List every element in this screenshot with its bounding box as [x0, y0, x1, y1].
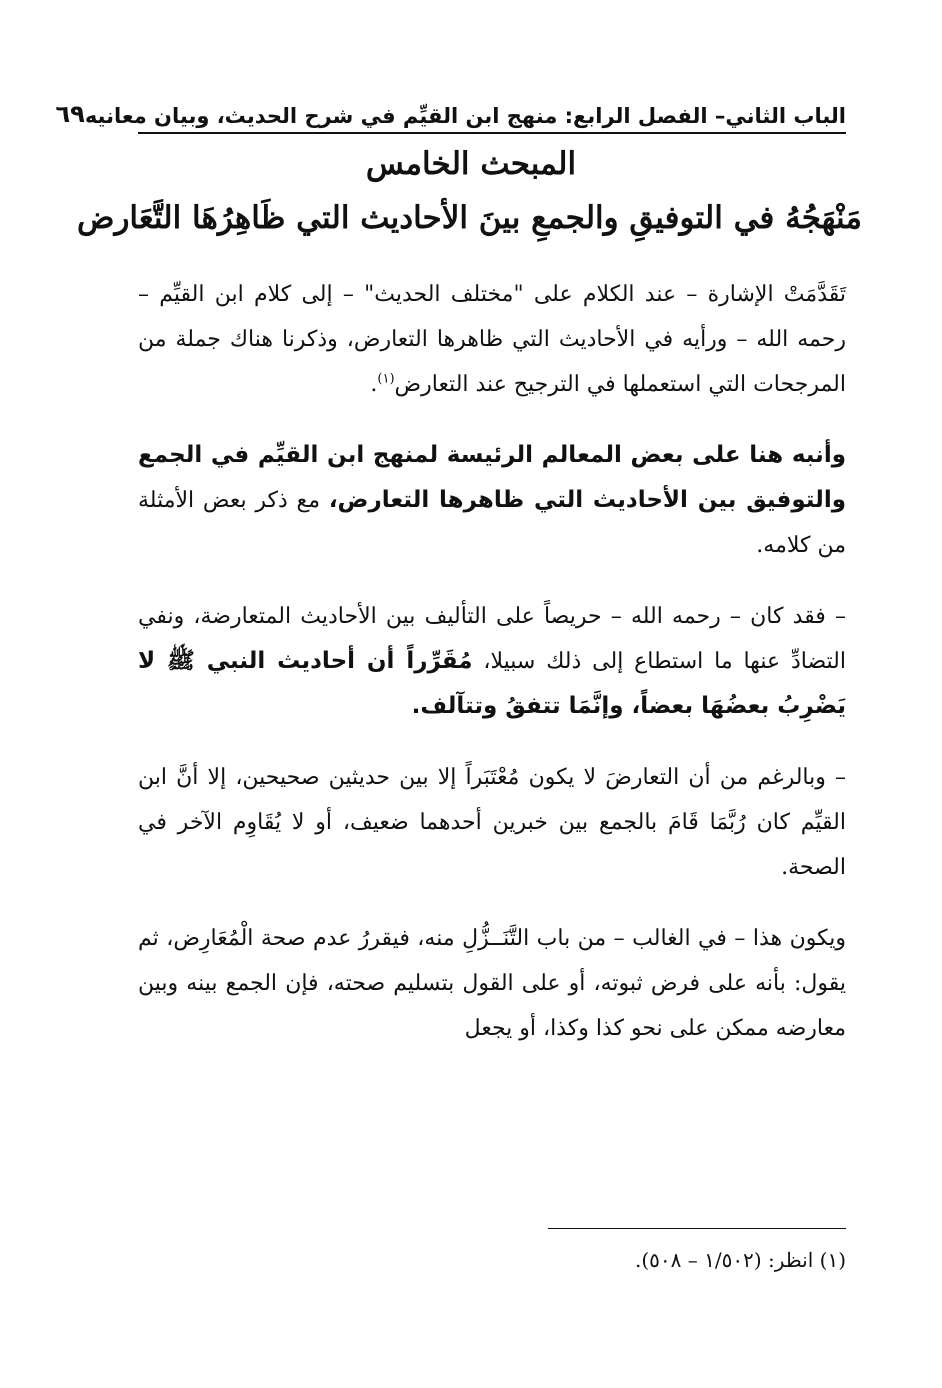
paragraph-3-text: – فقد كان – رحمه الله – حريصاً على التأليف بين الأحاديث المتعارضة، ونفي التضادِّ عنها ما استطاع إلى ذلك سبيلا، [138, 604, 846, 674]
paragraph-2-rest: مع ذكر بعض الأمثلة من كلامه. [138, 488, 846, 558]
paragraph-4-text: – وبالرغم من أن التعارضَ لا يكون مُعْتَبَراً إلا بين حديثين صحيحين، إلا أنَّ ابن القيِّم كان رُبَّمَا قَامَ بالجمع بين خبرين أحدهما ضعيف، أو لا يُقَاوِم الآخر في الصحة. [138, 765, 846, 880]
paragraph-1-end: . [370, 372, 378, 397]
running-title: الباب الثاني– الفصل الرابع: منهج ابن القيِّم في شرح الحديث، وبيان معانيه [84, 104, 846, 128]
paragraph-5-text: ويكون هذا – في الغالب – من باب التَّنَــزُّلِ منه، فيقررُ عدم صحة الْمُعَارِض، ثم يقول: بأنه على فرض ثبوته، أو على القول بتسليم صحته، فإن الجمع بينه وبين معارضه ممكن على نحو كذا وكذا، أو يجعل [138, 926, 846, 1041]
section-title: مَنْهَجُهُ في التوفيقِ والجمعِ بينَ الأحاديث التي ظَاهِرُهَا التَّعَارض [76, 200, 862, 236]
paragraph-4 [138, 755, 846, 890]
body-text [138, 272, 846, 1051]
paragraph-3-bold: مُقَرِّراً أن أحاديث النبي ﷺ لا يَضْرِبُ بعضُهَا بعضاً، وإنَّمَا تتفقُ وتتآلف. [138, 648, 846, 719]
running-header [55, 88, 846, 134]
paragraph-2 [138, 433, 846, 568]
page-number: ٦٩ [55, 100, 85, 128]
footnote: (١) انظر: (١/٥٠٢ – ٥٠٨). [634, 1248, 846, 1272]
paragraph-2-bold: وأنبه هنا على بعض المعالم الرئيسة لمنهج ابن القيِّم في الجمع والتوفيق بين الأحاديث التي ظاهرها التعارض، [138, 442, 846, 513]
footnote-marker: (١) [377, 371, 395, 387]
footnote-divider [548, 1228, 846, 1229]
paragraph-5 [138, 916, 846, 1051]
paragraph-1-text: تَقَدَّمَتْ الإشارة – عند الكلام على "مختلف الحديث" – إلى كلام ابن القيِّم – رحمه الله – ورأيه في الأحاديث التي ظاهرها التعارض، وذكرنا هناك جملة من المرجحات التي استعملها في الترجيح عند التعارض [138, 282, 846, 397]
paragraph-3 [138, 594, 846, 729]
section-label: المبحث الخامس [365, 146, 577, 182]
paragraph-1 [138, 272, 846, 407]
